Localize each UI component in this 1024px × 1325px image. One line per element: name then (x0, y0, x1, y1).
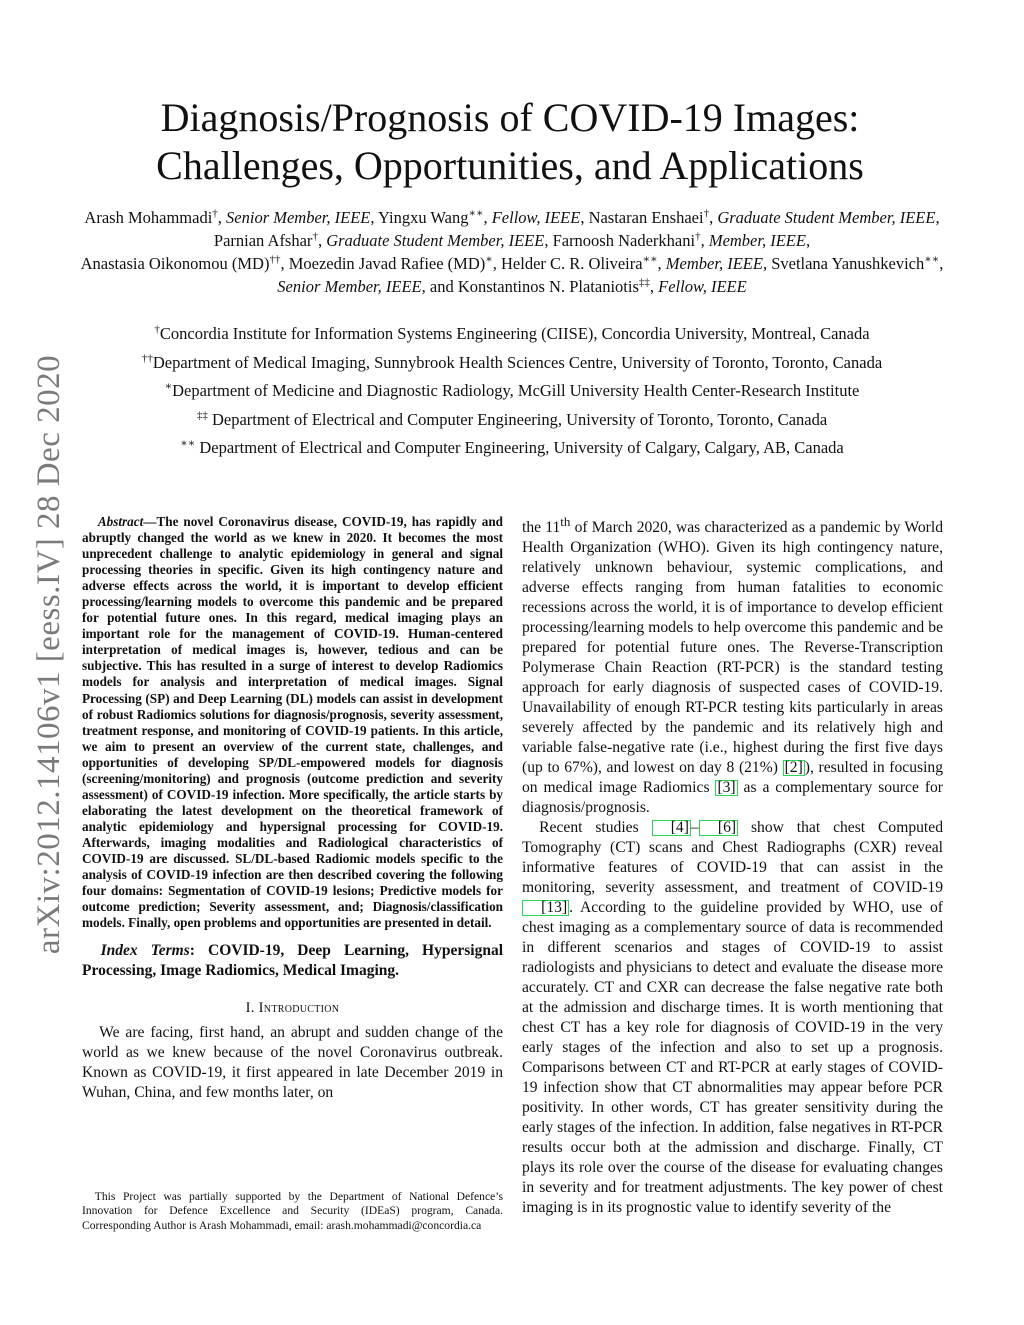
author: Farnoosh Naderkhani†, Member, IEEE, (552, 230, 811, 250)
affiliation: ‡‡ Department of Electrical and Computer Engineering, University of Toronto, Toronto, Canada (196, 409, 828, 429)
affiliation-list (80, 320, 944, 463)
affiliation: ∗∗ Department of Electrical and Computer Engineering, University of Calgary, Calgary, AB, Canada (180, 437, 844, 457)
author: Svetlana Yanushkevich∗∗, Senior Member, IEEE, and (277, 253, 944, 296)
author: Anastasia Oikonomou (MD)††, (80, 253, 289, 273)
abstract-text: The novel Coronavirus disease, COVID-19, has rapidly and abruptly changed the world as we knew in 2020. It becomes the most unprecedent challenge to analytic epidemiology in general and signal processing theories in specific. Given its high contingency nature and adverse effects across the world, it is important to develop efficient processing/learning models to overcome this pandemic and be prepared for potential future ones. In this regard, medical imaging plays an important role for the management of COVID-19. Human-centered interpretation of medical images is, however, tedious and can be subjective. This has resulted in a surge of interest to develop Radiomics models for analysis and interpretation of medical images. Signal Processing (SP) and Deep Learning (DL) models can assist in development of robust Radiomics solutions for diagnosis/prognosis, severity assessment, treatment response, and monitoring of COVID-19 patients. In this article, we aim to present an overview of the current state, challenges, and opportunities of developing SP/DL-empowered models for diagnosis (screening/monitoring) and prognosis (outcome prediction and severity assessment) of COVID-19 infection. More specifically, the article starts by elaborating the latest development on the theoretical framework of analytic epidemiology and hypersignal processing for COVID-19. Afterwards, imaging modalities and Radiological characteristics of COVID-19 are discussed. SL/DL-based Radiomic models specific to the analysis of COVID-19 infection are then described covering the following four domains: Segmentation of COVID-19 lesions; Predictive models for outcome prediction; Severity assessment, and; Diagnosis/classification models. Finally, open problems and opportunities are presented in detail. (82, 514, 503, 931)
author: Konstantinos N. Plataniotis‡‡, Fellow, IEEE (457, 276, 747, 296)
affiliation: ††Department of Medical Imaging, Sunnybrook Health Sciences Centre, University of Toronto, Toronto, Canada (141, 352, 883, 372)
left-column (82, 514, 503, 1103)
citation-link[interactable]: [4] (652, 820, 691, 836)
author: Nastaran Enshaei†, Graduate Student Member, IEEE, (588, 207, 940, 227)
abstract: Abstract—The novel Coronavirus disease, COVID-19, has rapidly and abruptly changed the world as we knew in 2020. It becomes the most unprecedent challenge to analytic epidemiology in general and signal processing theories in specific. Given its high contingency nature and adverse effects across the world, it is important to develop efficient processing/learning models to overcome this pandemic and be prepared for potential future ones. In this regard, medical imaging plays an important role for the management of COVID-19. Human-centered interpretation of medical images is, however, tedious and can be subjective. This has resulted in a surge of interest to develop Radiomics models for analysis and interpretation of medical images. Signal Processing (SP) and Deep Learning (DL) models can assist in development of robust Radiomics solutions for diagnosis/prognosis, severity assessment, treatment response, and monitoring of COVID-19 patients. In this article, we aim to present an overview of the current state, challenges, and opportunities of developing SP/DL-empowered models for diagnosis (screening/monitoring) and prognosis (outcome prediction and severity assessment) of COVID-19 infection. More specifically, the article starts by elaborating the latest development on the theoretical framework of analytic epidemiology and hypersignal processing for COVID-19. Afterwards, imaging modalities and Radiological characteristics of COVID-19 are discussed. SL/DL-based Radiomic models specific to the analysis of COVID-19 infection are then described covering the following four domains: Segmentation of COVID-19 lesions; Predictive models for outcome prediction; Severity assessment, and; Diagnosis/classification models. Finally, open problems and opportunities are presented in detail. (82, 514, 503, 931)
author: Parnian Afshar†, Graduate Student Member, IEEE, (213, 230, 553, 250)
arxiv-identifier (26, 348, 74, 960)
intro-paragraph: We are facing, first hand, an abrupt and sudden change of the world as we knew because of the novel Coronavirus outbreak. Known as COVID-19, it first appeared in late December 2019 in Wuhan, China, and few months later, on (82, 1024, 503, 1102)
author: Arash Mohammadi†, Senior Member, IEEE, (84, 207, 379, 227)
affiliation: ∗Department of Medicine and Diagnostic Radiology, McGill University Health Center-Research Institute (164, 380, 860, 400)
affiliation: †Concordia Institute for Information Systems Engineering (CIISE), Concordia University, Montreal, Canada (154, 323, 870, 343)
body-paragraph: Recent studies [4] – [6] show that chest Computed Tomography (CT) scans and Chest Radiographs (CXR) reveal informative features of COVID-19 that can assist in the monitoring, severity assessment, and treatment of COVID-19 [13] . According to the guideline provided by WHO, use of chest imaging as a complementary source of data is recommended in different scenarios and stages of COVID-19 to assist radiologists and physicians to detect and evaluate the disease more accurately. CT and CXR can decrease the false negative rate both at the admission and discharge times. It is worth mentioning that chest CT has a key role for diagnosis of COVID-19 in the very early stages of the infection and also to set up a prognosis. Comparisons between CT and RT-PCR at early stages of COVID-19 infection show that CT abnormalities may appear before PCR positivity. In other words, CT has greater sensitivity during the early stages of the infection. In addition, false negatives in RT-PCR results occur both at the admission and discharge. Finally, CT plays its role over the course of the disease for evaluating changes in severity and for treatment adjustments. The key power of chest imaging is in its prognostic value to identify severity of the (522, 819, 943, 1217)
body-paragraph: the 11th of March 2020, was characterized as a pandemic by World Health Organization (WHO). Given its high contingency nature, relatively unknown behaviour, systemic complications, and adverse effects ranging from human fatalities to economic recessions across the world, it is of importance to develop efficient processing/learning models to help overcome this pandemic and be prepared for potential future ones. The Reverse-Transcription Polymerase Chain Reaction (RT-PCR) is the standard testing approach for early diagnosis of suspected cases of COVID-19. Unavailability of enough RT-PCR testing kits particularly in areas severely affected by the pandemic and its relatively high and variable false-negative rate (i.e., highest during the first five days (up to 67%), and lowest on day 8 (21%) [2] ), resulted in focusing on medical image Radiomics [3] as a complementary source for diagnosis/prognosis. (522, 514, 944, 817)
citation-link[interactable]: [3] (717, 779, 736, 797)
author-list (80, 206, 944, 298)
author: Yingxu Wang∗∗, Fellow, IEEE, (378, 207, 589, 227)
citation-link[interactable]: [6] (699, 820, 738, 836)
index-terms-label: Index Terms (100, 942, 190, 960)
citation-link[interactable]: [13] (522, 900, 569, 916)
index-terms-text: COVID-19, Deep Learning, Hypersignal Processing, Image Radiomics, Medical Imaging. (82, 942, 504, 980)
paper-title (100, 94, 920, 190)
abstract-label: Abstract (97, 514, 144, 529)
footnote: This Project was partially supported by the Department of National Defence’s Innovation for Defence Excellence and Security (IDEaS) program, Canada. Corresponding Author is Arash Mohammadi, email: arash.mohammadi@concordia.ca (82, 1190, 503, 1232)
title-line-2: Challenges, Opportunities, and Applications (156, 143, 864, 188)
section-heading: I. Introduction (245, 1000, 340, 1017)
title-line-1: Diagnosis/Prognosis of COVID-19 Images: (160, 95, 860, 140)
citation-link[interactable]: [2] (784, 759, 803, 777)
author: Helder C. R. Oliveira∗∗, Member, IEEE, (501, 253, 772, 273)
index-terms: Index Terms: COVID-19, Deep Learning, Hypersignal Processing, Image Radiomics, Medical Imaging. (82, 942, 504, 980)
author: Moezedin Javad Rafiee (MD)∗, (288, 253, 501, 273)
arxiv-identifier-text: arXiv:2012.14106v1 [eess.IV] 28 Dec 2020 (31, 354, 68, 954)
right-column (522, 512, 943, 1218)
